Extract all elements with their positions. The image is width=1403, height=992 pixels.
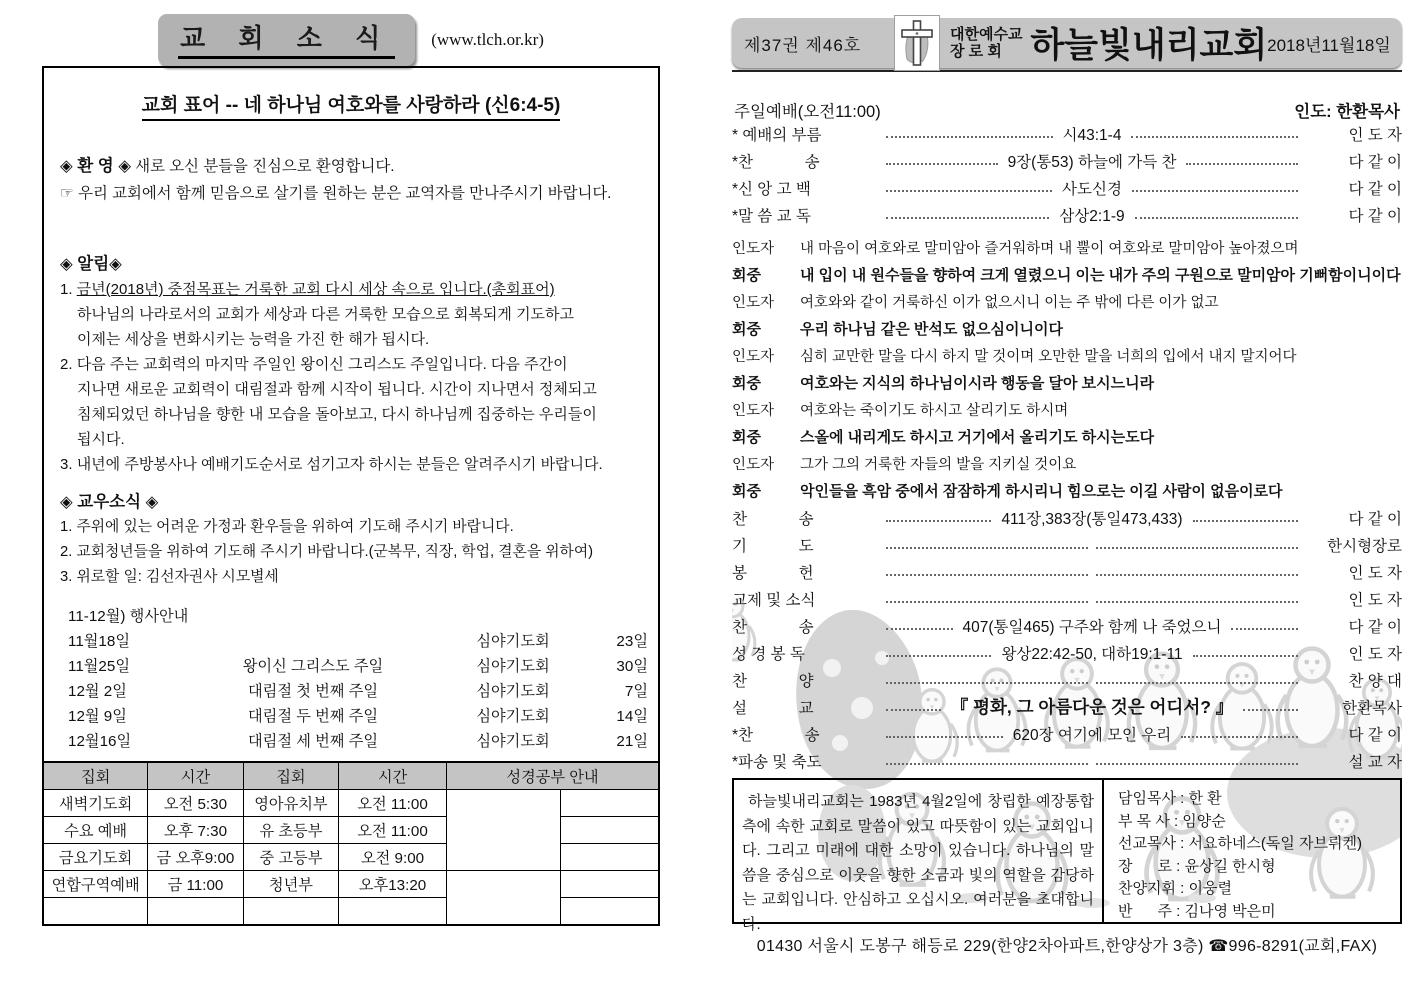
event-date: 12월 9일: [68, 708, 127, 725]
notice-line-text: 침체되었던 하나님을 향한 내 모습을 돌아보고, 다시 하나님께 집중하는 우리들이: [77, 406, 597, 423]
dotted-leader: [1243, 708, 1298, 711]
notice-line-number: 2.: [60, 356, 77, 373]
liturgy-item-performer: 한시형장로: [1327, 537, 1402, 555]
staff-line: 부 목 사 : 임양순: [1118, 812, 1226, 830]
liturgy-item-label: 기 도: [732, 537, 814, 555]
bulletin-right-page: [732, 0, 1402, 992]
page-title: 교 회 소 식: [178, 18, 395, 59]
event-description: [178, 629, 448, 654]
cross-icon: [899, 19, 935, 67]
liturgy-item-performer: 다 같 이: [1348, 510, 1402, 528]
liturgy-item-performer: 인 도 자: [1348, 591, 1402, 609]
cell-empty: [148, 898, 243, 926]
notice-line: [60, 352, 642, 377]
liturgy-item-performer: 한환목사: [1342, 699, 1402, 717]
liturgy-item-label: 봉 헌: [732, 564, 814, 582]
dotted-leader: [1231, 627, 1298, 630]
service-title: 주일예배(오전11:00): [734, 103, 881, 121]
notice-line: [60, 327, 642, 352]
liturgy-item-label: *찬 송: [732, 726, 820, 744]
welcome-heading: ◈ 환 영 ◈: [60, 157, 132, 175]
reading-row: [732, 261, 1402, 288]
notice-line-text: 이제는 세상을 변화시키는 능력을 가진 한 해가 됩시다.: [77, 331, 430, 348]
dotted-leader: [1096, 681, 1298, 684]
event-date: 11월25일: [68, 658, 131, 675]
liturgy-row: [732, 120, 1402, 147]
dotted-leader: [886, 600, 1088, 603]
staff-line: 담임목사 : 한 환: [1118, 790, 1222, 807]
notice-line: [60, 402, 642, 427]
cell-time: 오전 11:00: [339, 790, 447, 817]
notice-section: [60, 251, 642, 477]
event-row: [60, 654, 648, 679]
notice-line-text: 하나님의 나라로서의 교회가 세상과 다른 거룩한 모습으로 회복되게 기도하고: [77, 306, 575, 323]
liturgy-item-performer: 설 교 자: [1348, 753, 1402, 771]
dotted-leader: [1193, 654, 1298, 657]
cell-time: 금 11:00: [148, 871, 243, 898]
reading-text: 여호와는 죽이기도 하시고 살리기도 하시며: [800, 403, 1069, 419]
table-row: [43, 871, 659, 898]
liturgy-item-performer: 인 도 자: [1348, 645, 1402, 663]
liturgy-item-detail: 왕상22:42-50, 대하19:1-11: [1001, 645, 1183, 663]
reading-speaker: 회중: [732, 429, 761, 446]
event-row: [60, 679, 648, 704]
cell-meeting: 유 초등부: [243, 817, 338, 844]
reading-row: [732, 450, 1402, 477]
church-website-url: (www.tlch.or.kr): [431, 30, 544, 49]
bible-study-cell: [560, 817, 659, 844]
liturgy-item-detail: 사도신경: [1062, 180, 1122, 198]
bulletin-header-bar: [732, 18, 1402, 68]
event-date: 12월16일: [68, 733, 132, 750]
notice-line: [60, 277, 642, 302]
staff-list: [1104, 780, 1400, 922]
event-extra-day: 14일: [616, 708, 648, 725]
reading-text: 우리 하나님 같은 반석도 없으심이니이다: [800, 321, 1064, 338]
dotted-leader: [886, 708, 941, 711]
responsive-reading-list: [732, 234, 1402, 504]
liturgy-row: [732, 531, 1402, 558]
event-extra-day: 21일: [616, 733, 648, 750]
dotted-leader: [886, 735, 1003, 738]
notice-list: [60, 277, 642, 477]
reading-speaker: 회중: [732, 321, 761, 338]
issue-number: 제37권 제46호: [744, 35, 862, 55]
right-page-content: [732, 18, 1402, 956]
reading-speaker: 인도자: [732, 349, 775, 365]
reading-row: [732, 288, 1402, 315]
reading-text: 여호와와 같이 거룩하신 이가 없으시니 이는 주 밖에 다른 이가 없고: [800, 295, 1219, 311]
reading-speaker: 회중: [732, 483, 761, 500]
event-row: [60, 729, 648, 754]
liturgy-item-performer: 인 도 자: [1348, 564, 1402, 582]
reading-row: [732, 423, 1402, 450]
cell-empty: [243, 898, 338, 926]
masthead-title-plate: [158, 14, 415, 66]
notice-line: [60, 377, 642, 402]
liturgy-item-label: *신 앙 고 백: [732, 180, 811, 198]
church-slogan: 교회 표어 -- 네 하나님 여호와를 사랑하라 (신6:4-5): [60, 90, 642, 117]
dotted-leader: [1096, 546, 1298, 549]
event-extra-label: 심야기도회: [476, 683, 550, 700]
member-news-list: [60, 515, 642, 590]
liturgy-item-label: 설 교: [732, 699, 814, 717]
reading-text: 그가 그의 거룩한 자들의 발을 지키실 것이요: [800, 457, 1077, 473]
event-extra-day: 7일: [624, 683, 648, 700]
col-header-time-2: 시간: [339, 762, 447, 790]
dotted-leader: [886, 135, 1053, 138]
liturgy-item-detail: 9장(통53) 하늘에 가득 찬: [1007, 153, 1177, 171]
liturgy-row: [732, 747, 1402, 774]
event-description: 왕이신 그리스도 주일: [242, 658, 384, 675]
liturgy-item-label: * 예배의 부름: [732, 126, 822, 144]
liturgy-item-label: 교제 및 소식: [732, 591, 816, 609]
reading-speaker: 회중: [732, 375, 761, 392]
cell-empty: [339, 898, 447, 926]
event-description: 대림절 세 번째 주일: [247, 733, 379, 750]
member-news-section: [60, 489, 642, 590]
notice-line-text: 지나면 새로운 교회력이 대림절과 함께 시작이 됩니다. 시간이 지나면서 정체되고: [77, 381, 597, 398]
event-extra-label: 심야기도회: [476, 633, 550, 650]
table-row: [43, 790, 659, 817]
reading-speaker: 인도자: [732, 403, 775, 419]
liturgy-item-detail: 삼상2:1-9: [1059, 207, 1125, 225]
cell-meeting: 영아유치부: [243, 790, 338, 817]
dotted-leader: [1131, 135, 1298, 138]
dotted-leader: [1132, 189, 1298, 192]
event-extra-label: 심야기도회: [476, 708, 550, 725]
liturgy-row: [732, 174, 1402, 201]
dotted-leader: [886, 654, 991, 657]
liturgy-row: [732, 666, 1402, 693]
welcome-line: [60, 153, 642, 180]
dotted-leader: [886, 162, 998, 165]
table-header-row: [43, 762, 659, 790]
liturgy-row: [732, 612, 1402, 639]
notice-line-text: 금년(2018년) 중점목표는 거룩한 교회 다시 세상 속으로 입니다.(총회표어): [76, 281, 555, 298]
member-news-line: 3. 위로할 일: 김선자권사 시모별세: [60, 569, 279, 585]
dotted-leader: [1096, 762, 1298, 765]
col-header-bible-study: 성경공부 안내: [446, 762, 659, 790]
liturgy-item-performer: 다 같 이: [1348, 153, 1403, 171]
liturgy-item-label: *파송 및 축도: [732, 753, 822, 771]
col-header-meeting-2: 집회: [243, 762, 338, 790]
liturgy-item-performer: 다 같 이: [1348, 726, 1403, 744]
reading-speaker: 인도자: [732, 295, 775, 311]
liturgy-item-detail: 407(통일465) 구주와 함께 나 죽었으니: [962, 618, 1222, 636]
reading-row: [732, 342, 1402, 369]
denomination-name: 대한예수교 장 로 회: [950, 26, 1023, 60]
liturgy-row: [732, 693, 1402, 720]
event-extra-day: 30일: [616, 658, 648, 675]
bible-study-cell: [560, 790, 659, 817]
liturgy-item-performer: 다 같 이: [1348, 207, 1402, 225]
liturgy-item-label: *찬 송: [732, 153, 820, 171]
liturgy-item-performer: 찬 양 대: [1348, 672, 1402, 690]
reading-text: 심히 교만한 말을 다시 하지 말 것이며 오만한 말을 너희의 입에서 내지 말지어다: [800, 349, 1297, 365]
liturgy-row: [732, 558, 1402, 585]
liturgy-item-label: *말 씀 교 독: [732, 207, 811, 225]
notice-line: [60, 302, 642, 327]
member-news-line: 2. 교회청년들을 위하여 기도해 주시기 바랍니다.(군복무, 직장, 학업, 결혼을 위하여): [60, 544, 594, 560]
reading-text: 내 마음이 여호와로 말미암아 즐거워하며 내 뿔이 여호와로 말미암아 높아졌으며: [800, 241, 1299, 257]
cell-meeting: 중 고등부: [243, 844, 338, 871]
dotted-leader: [1135, 216, 1298, 219]
staff-line: 선교목사 : 서요하네스(독일 자브뤼켄): [1118, 835, 1363, 852]
liturgy-item-label: 찬 양: [732, 672, 814, 690]
liturgy-row: [732, 639, 1402, 666]
cell-meeting: 수요 예배: [43, 817, 148, 844]
reading-row: [732, 315, 1402, 342]
liturgy-item-performer: 다 같 이: [1348, 618, 1403, 636]
reading-row: [732, 396, 1402, 423]
bulletin-left-page: [42, 14, 660, 926]
notice-line-text: 됩시다.: [77, 431, 125, 448]
reading-row: [732, 369, 1402, 396]
liturgy-list-1: [732, 120, 1402, 228]
bible-study-cell: [560, 898, 659, 926]
notice-line: [60, 427, 642, 452]
cell-meeting: 금요기도회: [43, 844, 148, 871]
liturgy-row: [732, 720, 1402, 747]
dotted-leader: [886, 519, 991, 522]
service-schedule-table: [42, 761, 660, 926]
liturgy-item-detail: 620장 여기에 모인 우리: [1012, 726, 1172, 744]
cell-time: 금 오후9:00: [148, 844, 243, 871]
event-row: [60, 629, 648, 654]
liturgy-row: [732, 504, 1402, 531]
bulletin-date: 2018년11월18일: [1267, 35, 1391, 55]
liturgy-item-detail: 411장,383장(통일473,433): [1001, 510, 1183, 528]
denomination-logo: [894, 15, 940, 71]
liturgy-row: [732, 201, 1402, 228]
liturgy-row: [732, 147, 1402, 174]
liturgy-row: [732, 585, 1402, 612]
dotted-leader: [886, 216, 1049, 219]
news-box: [42, 66, 660, 926]
event-extra-label: 심야기도회: [476, 658, 550, 675]
cell-time: 오전 11:00: [339, 817, 447, 844]
welcome-section: [60, 153, 642, 207]
liturgy-item-label: 찬 송: [732, 510, 814, 528]
bible-study-cell: [560, 871, 659, 898]
dotted-leader: [1193, 519, 1298, 522]
col-header-meeting-1: 집회: [43, 762, 148, 790]
service-heading-row: [732, 98, 1402, 120]
table-row: [43, 898, 659, 926]
bible-study-cell: [446, 871, 560, 926]
event-description: 대림절 두 번째 주일: [247, 708, 379, 725]
events-list: [60, 629, 648, 754]
cell-time: 오전 9:00: [339, 844, 447, 871]
welcome-note: ☞ 우리 교회에서 함께 믿음으로 살기를 원하는 분은 교역자를 만나주시기 바랍니다.: [60, 185, 612, 202]
cell-empty: [43, 898, 148, 926]
dotted-leader: [886, 573, 1088, 576]
reading-speaker: 인도자: [732, 241, 775, 257]
cell-time: 오후 7:30: [148, 817, 243, 844]
liturgy-item-detail: 시43:1-4: [1062, 126, 1122, 144]
notice-line: [60, 452, 642, 477]
liturgy-item-detail: 『 평화, 그 아름다운 것은 어디서? 』: [950, 697, 1234, 717]
cell-meeting: 새벽기도회: [43, 790, 148, 817]
liturgy-list-2: [732, 504, 1402, 774]
notice-line-number: 3.: [60, 456, 77, 473]
events-heading: 11-12월) 행사안내: [68, 608, 189, 625]
bible-study-cell: [560, 844, 659, 871]
dotted-leader: [886, 546, 1088, 549]
header-rule: [732, 70, 1402, 72]
notice-heading: ◈ 알림◈: [60, 255, 122, 273]
church-info-box: [732, 778, 1402, 933]
dotted-leader: [886, 762, 1088, 765]
table-row: [43, 844, 659, 871]
reading-text: 내 입이 내 원수들을 향하여 크게 열렸으니 이는 내가 주의 구원으로 말미암아 기뻐함이니이다: [800, 267, 1401, 284]
bible-study-cell: [446, 790, 560, 871]
dotted-leader: [1186, 162, 1298, 165]
reading-text: 스올에 내리게도 하시고 거기에서 올리기도 하시는도다: [800, 429, 1155, 446]
event-description: 대림절 첫 번째 주일: [247, 683, 379, 700]
col-header-time-1: 시간: [148, 762, 243, 790]
event-date: 11월18일: [68, 633, 131, 650]
liturgy-item-label: 찬 송: [732, 618, 814, 636]
dotted-leader: [1181, 735, 1298, 738]
church-name: 하늘빛내리교회: [1030, 26, 1268, 65]
reading-text: 악인들을 흑암 중에서 잠잠하게 하시리니 힘으로는 이길 사람이 없음이로다: [800, 483, 1283, 500]
member-news-heading: ◈ 교우소식 ◈: [60, 493, 159, 511]
event-extra-label: 심야기도회: [476, 733, 550, 750]
service-leader: 인도: 한환목사: [1294, 103, 1400, 121]
reading-text: 여호와는 지식의 하나님이시라 행동을 달아 보시느니라: [800, 375, 1155, 392]
reading-row: [732, 477, 1402, 504]
liturgy-item-performer: 다 같 이: [1348, 180, 1402, 198]
events-section: [60, 604, 648, 754]
notice-line-number: 1.: [60, 281, 77, 298]
dotted-leader: [886, 627, 953, 630]
reading-row: [732, 234, 1402, 261]
cell-meeting: 연합구역예배: [43, 871, 148, 898]
staff-line: 장 로 : 윤상길 한시형: [1118, 857, 1276, 875]
staff-line: 찬양지휘 : 이웅렬: [1118, 880, 1232, 897]
reading-speaker: 회중: [732, 267, 761, 284]
event-row: [60, 704, 648, 729]
masthead: [42, 14, 660, 66]
dotted-leader: [1096, 573, 1298, 576]
event-date: 12월 2일: [68, 683, 127, 700]
event-extra-day: 23일: [616, 633, 648, 650]
member-news-line: 1. 주위에 있는 어려운 가정과 환우들을 위하여 기도해 주시기 바랍니다.: [60, 519, 514, 535]
liturgy-item-performer: 인 도 자: [1348, 126, 1402, 144]
welcome-text: 새로 오신 분들을 진심으로 환영합니다.: [131, 158, 395, 175]
table-row: [43, 817, 659, 844]
church-introduction: 하늘빛내리교회는 1983년 4월2일에 창립한 예장통합 측에 속한 교회로 말씀이 있고 따뜻함이 있는 교회입니다. 그리고 미래에 대한 소망이 있습니다. 하나님의 말씀을 중심으로 이웃을 향한 소금과 빛의 역할을 감당하는 교회입니다. 안심하고 오십시오. 여러분을 초대합니다.: [742, 793, 1094, 933]
reading-speaker: 인도자: [732, 457, 775, 473]
dotted-leader: [886, 189, 1052, 192]
staff-line: 반 주 : 김나영 박은미: [1118, 902, 1276, 920]
dotted-leader: [1096, 600, 1298, 603]
church-address: 01430 서울시 도봉구 해등로 229(한양2차아파트,한양상가 3층) ☎996-8291(교회,FAX): [756, 938, 1378, 955]
dotted-leader: [886, 681, 1088, 684]
cell-time: 오후13:20: [339, 871, 447, 898]
notice-line-text: 다음 주는 교회력의 마지막 주일인 왕이신 그리스도 주일입니다. 다음 주간이: [76, 356, 568, 373]
notice-line-text: 내년에 주방봉사나 예배기도순서로 섬기고자 하시는 분들은 알려주시기 바랍니다.: [76, 456, 603, 473]
cell-time: 오전 5:30: [148, 790, 243, 817]
cell-meeting: 청년부: [243, 871, 338, 898]
liturgy-item-label: 성 경 봉 독: [732, 645, 805, 663]
